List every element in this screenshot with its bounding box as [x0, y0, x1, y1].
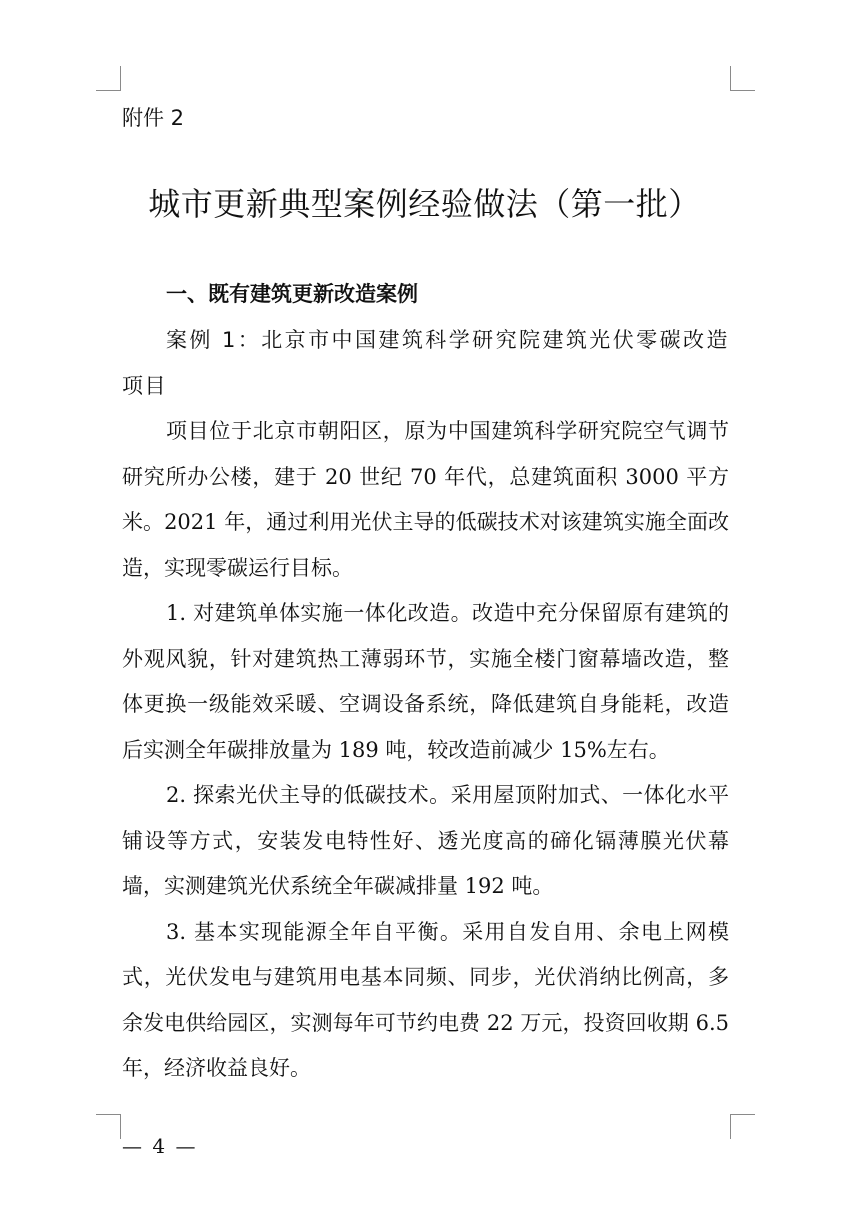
crop-mark-bottom-right [730, 1114, 755, 1139]
crop-mark-top-right [730, 66, 755, 91]
section-heading: 一、既有建筑更新改造案例 [166, 282, 418, 306]
document-title: 城市更新典型案例经验做法（第一批） [148, 185, 701, 223]
case-title: 案例 1：北京市中国建筑科学研究院建筑光伏零碳改造项目 [122, 328, 729, 398]
page-number: — 4 — [122, 1134, 198, 1158]
document-body [122, 318, 729, 1092]
paragraph-point-1: 1. 对建筑单体实施一体化改造。改造中充分保留原有建筑的外观风貌，针对建筑热工薄弱环节，实施全楼门窗幕墙改造，整体更换一级能效采暖、空调设备系统，降低建筑自身能耗，改造后实测全年碳排放量为 189 吨，较改造前减少 15%左右。 [122, 601, 729, 762]
crop-mark-bottom-left [96, 1114, 121, 1139]
paragraph-point-3: 3. 基本实现能源全年自平衡。采用自发自用、余电上网模式，光伏发电与建筑用电基本同频、同步，光伏消纳比例高，多余发电供给园区，实测每年可节约电费 22 万元，投资回收期 6.5 年，经济收益良好。 [122, 919, 729, 1080]
paragraph-point-2: 2. 探索光伏主导的低碳技术。采用屋顶附加式、一体化水平铺设等方式，安装发电特性好、透光度高的碲化镉薄膜光伏幕墙，实测建筑光伏系统全年碳减排量 192 吨。 [122, 783, 729, 898]
attachment-label: 附件 2 [122, 106, 185, 130]
crop-mark-top-left [96, 66, 121, 91]
paragraph-intro: 项目位于北京市朝阳区，原为中国建筑科学研究院空气调节研究所办公楼，建于 20 世纪 70 年代，总建筑面积 3000 平方米。2021 年，通过利用光伏主导的低碳技术对该建筑实施全面改造，实现零碳运行目标。 [122, 419, 729, 580]
